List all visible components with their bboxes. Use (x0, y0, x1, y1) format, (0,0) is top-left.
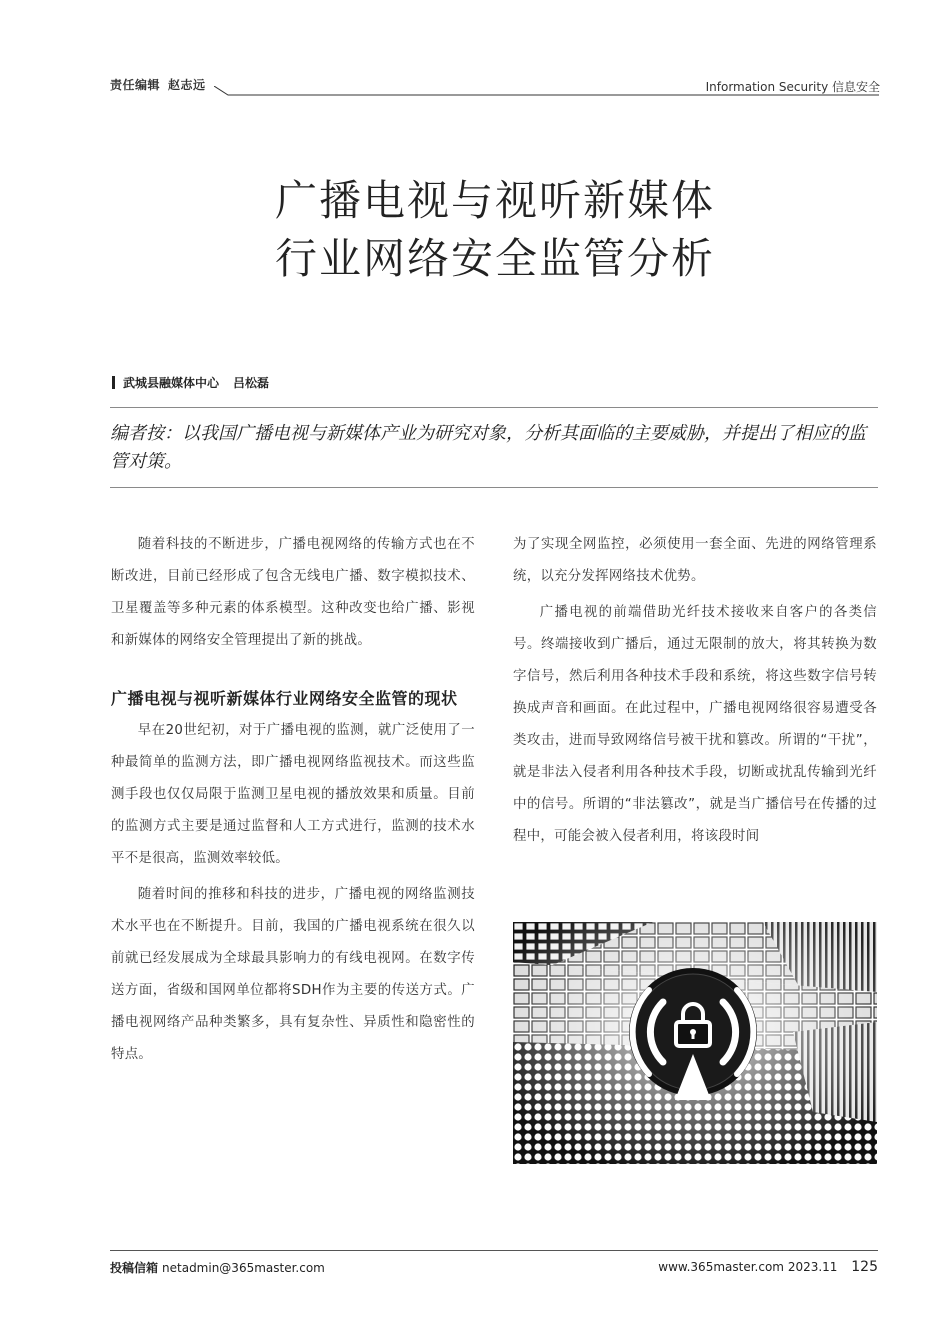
body-paragraph: 早在20世纪初，对于广播电视的监测，就广泛使用了一种最简单的监测方法，即广播电视网络监视技术。而这些监测手段也仅仅局限于监测卫星电视的播放效果和质量。目前的监测方式主要是通过监督和人工方式进行，监测的技术水平不是很高，监测效率较低。 (111, 723, 475, 866)
footer-publication (658, 1259, 878, 1275)
byline-bar (112, 376, 115, 389)
network-security-illustration (513, 922, 877, 1164)
body-paragraph: 为了实现全网监控，必须使用一套全面、先进的网络管理系统，以充分发挥网络技术优势。 (513, 537, 877, 584)
page-number: 125 (851, 1259, 878, 1275)
editor-name: 赵志远 (168, 78, 206, 92)
body-paragraph: 随着时间的推移和科技的进步，广播电视的网络监测技术水平也在不断提升。目前，我国的广播电视系统在很久以前就已经发展成为全球最具影响力的有线电视网。在数字传送方面，省级和国网单位都将SDH作为主要的传送方式。广播电视网络产品种类繁多，具有复杂性、异质性和隐密性的特点。 (111, 887, 475, 1062)
running-header-section: Information Security 信息安全 (705, 80, 880, 94)
running-header-editor (110, 76, 214, 93)
left-column (111, 529, 475, 1071)
section-heading: 广播电视与视听新媒体行业网络安全监管的现状 (111, 689, 458, 708)
intro-paragraph: 随着科技的不断进步，广播电视网络的传输方式也在不断改进，目前已经形成了包含无线电广播、数字模拟技术、卫星覆盖等多种元素的体系模型。这种改变也给广播、影视和新媒体的网络安全管理提出了新的挑战。 (111, 537, 475, 648)
editor-note-top-rule (110, 407, 878, 408)
title-line-2: 行业网络安全监管分析 (274, 234, 715, 283)
editor-label: 责任编辑 (110, 78, 161, 92)
editor-note: 编者按：以我国广播电视与新媒体产业为研究对象，分析其面临的主要威胁，并提出了相应的监管对策。 (110, 423, 866, 472)
body-paragraph: 广播电视的前端借助光纤技术接收来自客户的各类信号。终端接收到广播后，通过无限制的放大，将其转换为数字信号，然后利用各种技术手段和系统，将这些数字信号转换成声音和画面。在此过程中，广播电视网络很容易遭受各类攻击，进而导致网络信号被干扰和篡改。所谓的“干扰”，就是非法入侵者利用各种技术手段，切断或扰乱传输到光纤中的信号。所谓的“非法篡改”，就是当广播信号在传播的过程中，可能会被入侵者利用，将该段时间 (513, 605, 877, 844)
author-byline (112, 374, 269, 391)
editor-note-bottom-rule (110, 487, 878, 488)
author-affiliation: 武城县融媒体中心 (123, 376, 220, 390)
submit-email: netadmin@365master.com (162, 1261, 325, 1275)
title-line-1: 广播电视与视听新媒体 (274, 176, 715, 225)
website: www.365master.com (658, 1260, 784, 1274)
author-name: 吕松磊 (233, 376, 270, 390)
issue: 2023.11 (787, 1260, 838, 1274)
article-title (0, 172, 950, 288)
right-column (513, 529, 877, 853)
footer-submission (110, 1259, 325, 1276)
footer-rule (110, 1250, 878, 1251)
submit-label: 投稿信箱 (110, 1261, 159, 1275)
